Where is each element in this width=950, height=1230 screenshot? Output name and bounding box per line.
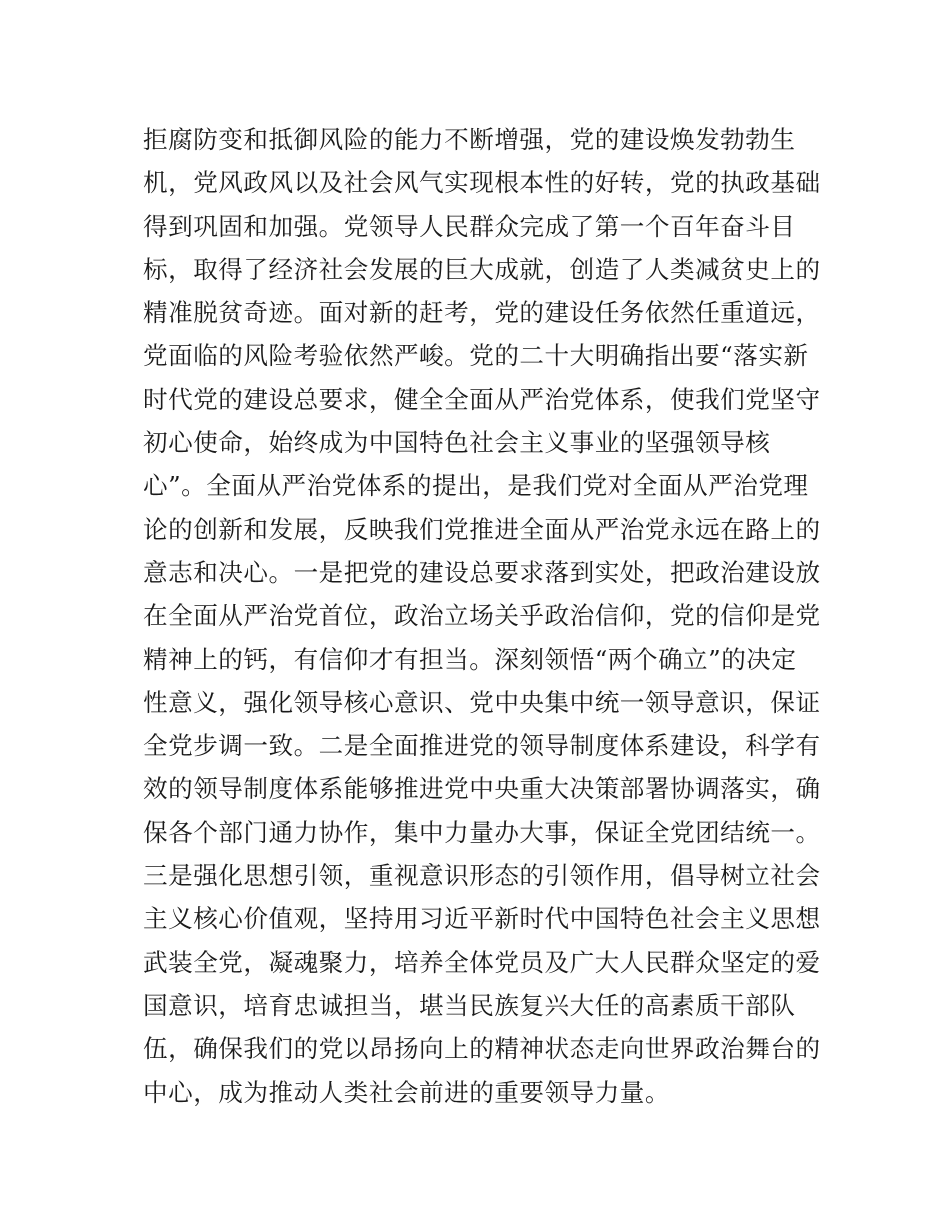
body-paragraph: [143, 118, 823, 1114]
text-line-10: 论的创新和发展，反映我们党推进全面从严治党永远在路上的: [143, 514, 821, 544]
text-line-20: 武装全党，凝魂聚力，培养全体党员及广大人民群众坚定的爱: [143, 947, 821, 977]
text-line-2: 机，党风政风以及社会风气实现根本性的好转，党的执政基础: [143, 168, 821, 198]
text-line-22: 伍，确保我们的党以昂扬向上的精神状态走向世界政治舞台的: [143, 1034, 821, 1064]
text-line-15: 全党步调一致。二是全面推进党的领导制度体系建设，科学有: [143, 731, 821, 761]
text-line-16: 效的领导制度体系能够推进党中央重大决策部署协调落实，确: [143, 774, 821, 804]
text-line-7: 时代党的建设总要求，健全全面从严治党体系，使我们党坚守: [143, 384, 821, 414]
text-line-14: 性意义，强化领导核心意识、党中央集中统一领导意识，保证: [143, 687, 821, 717]
text-line-13: 精神上的钙，有信仰才有担当。深刻领悟“两个确立”的决定: [143, 644, 797, 674]
text-line-17: 保各个部门通力协作，集中力量办大事，保证全党团结统一。: [143, 817, 821, 847]
text-line-4: 标，取得了经济社会发展的巨大成就，创造了人类减贫史上的: [143, 254, 821, 284]
text-line-12: 在全面从严治党首位，政治立场关乎政治信仰，党的信仰是党: [143, 601, 821, 631]
text-line-1: 拒腐防变和抵御风险的能力不断增强，党的建设焕发勃勃生: [143, 125, 796, 154]
text-line-21: 国意识，培育忠诚担当，堪当民族复兴大任的高素质干部队: [143, 990, 796, 1020]
text-line-5: 精准脱贫奇迹。面对新的赶考，党的建设任务依然任重道远，: [143, 298, 821, 328]
text-line-8: 初心使命，始终成为中国特色社会主义事业的坚强领导核: [143, 428, 771, 458]
text-line-23: 中心，成为推动人类社会前进的重要领导力量。: [143, 1077, 670, 1107]
text-line-3: 得到巩固和加强。党领导人民群众完成了第一个百年奋斗目: [143, 211, 796, 241]
text-line-19: 主义核心价值观，坚持用习近平新时代中国特色社会主义思想: [143, 904, 821, 934]
text-line-6: 党面临的风险考验依然严峻。党的二十大明确指出要“落实新: [143, 341, 809, 371]
text-line-18: 三是强化思想引领，重视意识形态的引领作用，倡导树立社会: [143, 861, 821, 891]
text-line-9: 心”。全面从严治党体系的提出，是我们党对全面从严治党理: [143, 471, 809, 501]
text-line-11: 意志和决心。一是把党的建设总要求落到实处，把政治建设放: [143, 557, 821, 587]
